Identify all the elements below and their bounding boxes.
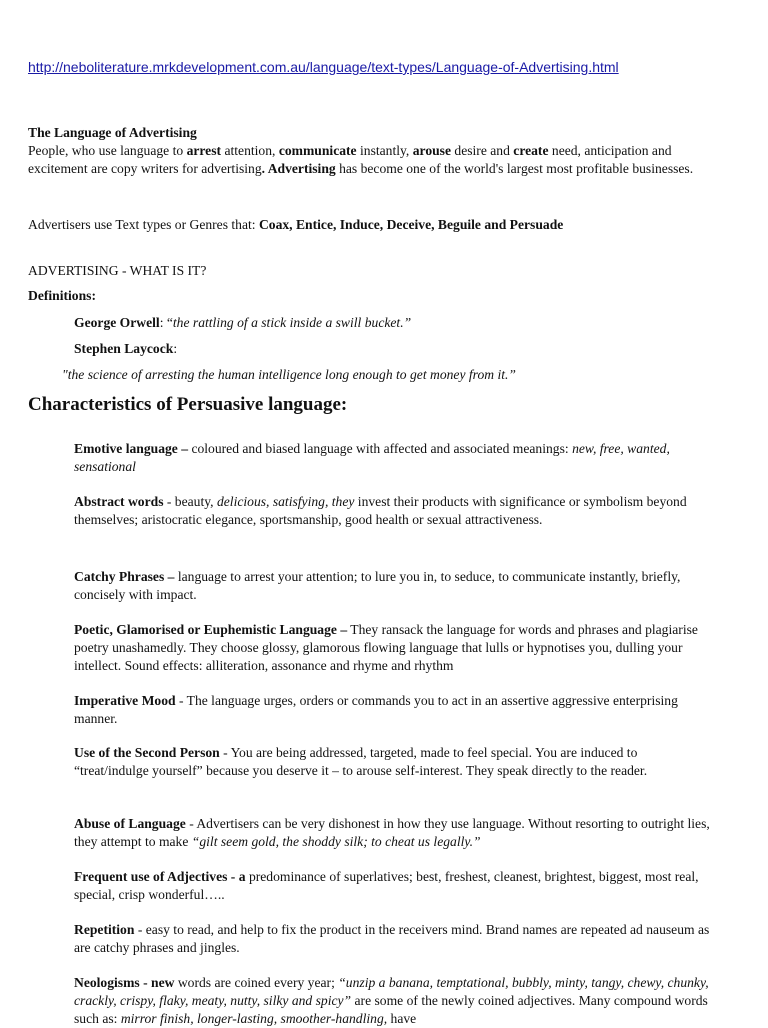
item-second-person (74, 744, 714, 780)
item-term: Emotive language – (74, 441, 189, 456)
text-run: desire and (451, 143, 514, 158)
item-imperative (74, 692, 714, 728)
item-abuse (74, 815, 714, 851)
bold-run: . Advertising (261, 161, 336, 176)
genres-lead: Advertisers use Text types or Genres that: (28, 217, 259, 232)
text-run: : “ (159, 315, 173, 330)
text-run: language to arrest your attention; to lure you in, to seduce, to communicate instantly, briefly, concisely with impact. (74, 569, 681, 602)
text-run: instantly, (356, 143, 413, 158)
text-run: attention, (221, 143, 279, 158)
laycock-quote: "the science of arresting the human intelligence long enough to get money from it.” (62, 367, 516, 382)
text-run: - easy to read, and help to fix the product in the receivers mind. Brand names are repeated ad nauseum as are catchy phrases and jingles. (74, 922, 710, 955)
italic-run: new, free, wanted, sensational (74, 441, 670, 474)
text-run: invest their products with significance or symbolism beyond themselves; aristocratic elegance, sportsmanship, good health or sexual attractiveness. (74, 494, 687, 527)
text-run: - You are being addressed, targeted, made to feel special. You are induced to “treat/indulge yourself” because you deserve it – to arouse self-interest. They speak directly to the reader. (74, 745, 648, 778)
item-term: Imperative Mood (74, 693, 176, 708)
item-poetic (74, 621, 714, 675)
bold-run: arrest (186, 143, 222, 158)
text-run: - Advertisers can be very dishonest in how they use language. Without resorting to outright lies, they attempt to make (74, 816, 710, 849)
genres-list: Coax, Entice, Induce, Deceive, Beguile and Persuade (258, 217, 564, 232)
genres-line (28, 216, 718, 234)
italic-run: “unzip a banana, temptational, bubbly, minty, tangy, chewy, chunky, crackly, crispy, flaky, meaty, nutty, silky and spicy” (74, 975, 709, 1008)
text-run: : (173, 341, 178, 356)
item-abstract (74, 493, 714, 529)
characteristics-heading: Characteristics of Persuasive language: (28, 394, 348, 415)
text-run: words are coined every year; (174, 975, 339, 990)
orwell-quote: the rattling of a stick inside a swill bucket.” (172, 315, 412, 330)
text-run: They ransack the language for words and phrases and plagiarise poetry unashamedly. They choose glossy, glamorous flowing language that lulls or hypnotises you, dulling your intellect. Sound effects: alliteration, assonance and rhyme and rhythm (74, 622, 698, 673)
bold-run: arouse (412, 143, 451, 158)
item-term: Poetic, Glamorised or Euphemistic Language – (74, 622, 348, 637)
item-term: Abstract words (74, 494, 164, 509)
italic-run: “gilt seem gold, the shoddy silk; to cheat us legally.” (191, 834, 481, 849)
item-emotive (74, 440, 714, 476)
intro-section (28, 124, 718, 178)
item-repetition (74, 921, 714, 957)
intro-title: The Language of Advertising (28, 125, 197, 140)
definitions-label: Definitions: (28, 288, 96, 303)
item-catchy (74, 568, 714, 604)
item-term: Repetition (74, 922, 135, 937)
item-term: Abuse of Language (74, 816, 186, 831)
item-term: Frequent use of Adjectives - a (74, 869, 246, 884)
italic-run: mirror finish, longer-lasting, smoother-handling, (120, 1011, 388, 1026)
text-run: predominance of superlatives; best, freshest, cleanest, brightest, biggest, most real, special, crisp wonderful….. (74, 869, 699, 902)
text-run: People, who use language to (28, 143, 187, 158)
item-term: Use of the Second Person (74, 745, 220, 760)
intro-paragraph (28, 142, 718, 178)
bold-run: create (513, 143, 549, 158)
text-run: - The language urges, orders or commands you to act in an assertive aggressive enterprising manner. (74, 693, 678, 726)
source-url-link[interactable]: http://neboliterature.mrkdevelopment.com.au/language/text-types/Language-of-Advertising.html (28, 59, 619, 75)
italic-run: delicious, satisfying, they (216, 494, 355, 509)
orwell-name: George Orwell (74, 315, 160, 330)
what-is-it-heading: ADVERTISING - WHAT IS IT? (28, 263, 207, 278)
orwell-definition (74, 314, 714, 332)
text-run: need, anticipation and excitement are copy writers for advertising (28, 143, 672, 176)
laycock-definition (74, 340, 714, 358)
item-adjectives (74, 868, 714, 904)
text-run: have (387, 1011, 417, 1026)
laycock-name: Stephen Laycock (74, 341, 174, 356)
item-term: Catchy Phrases – (74, 569, 175, 584)
text-run: coloured and biased language with affected and associated meanings: (188, 441, 573, 456)
text-run: - beauty, (163, 494, 217, 509)
bold-run: communicate (278, 143, 357, 158)
text-run: are some of the newly coined adjectives. Many compound words such as: (74, 993, 708, 1026)
item-term: Neologisms - new (74, 975, 175, 990)
item-neologisms (74, 974, 714, 1028)
text-run: has become one of the world's largest most profitable businesses. (335, 161, 694, 176)
